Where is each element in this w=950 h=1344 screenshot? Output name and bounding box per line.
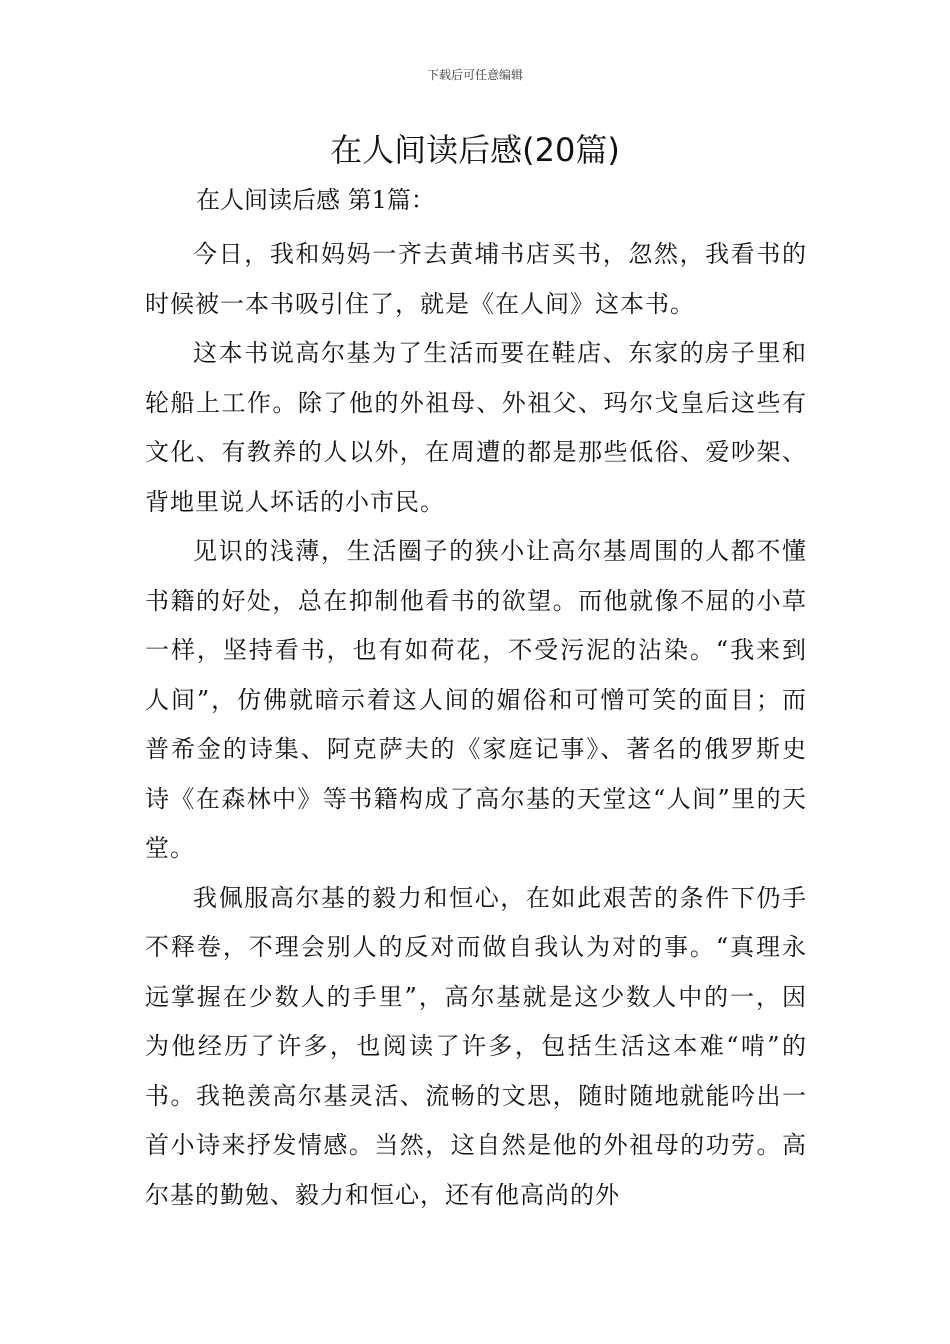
section-heading: 在人间读后感 第1篇：: [196, 186, 435, 214]
paragraph-2: 这本书说高尔基为了生活而要在鞋店、东家的房子里和轮船上工作。除了他的外祖母、外祖父、玛尔戈皇后这些有文化、有教养的人以外，在周遭的都是那些低俗、爱吵架、背地里说人坏话的小市民。: [145, 339, 807, 516]
paragraph-1: 今日，我和妈妈一齐去黄埔书店买书，忽然，我看书的时候被一本书吸引住了，就是《在人间》这本书。: [145, 240, 807, 318]
header-note: 下载后可任意编辑: [426, 68, 523, 82]
paragraph-4: 我佩服高尔基的毅力和恒心，在如此艰苦的条件下仍手不释卷，不理会别人的反对而做自我认为对的事。“真理永远掌握在少数人的手里”，高尔基就是这少数人中的一，因为他经历了许多，也阅读了许多，包括生活这本难“啃”的书。我艳羡高尔基灵活、流畅的文思，随时随地就能吟出一首小诗来抒发情感。当然，这自然是他的外祖母的功劳。高尔基的勤勉、毅力和恒心，还有他高尚的外: [145, 883, 807, 1209]
body-text: [145, 230, 807, 1220]
paragraph-3: 见识的浅薄，生活圈子的狭小让高尔基周围的人都不懂书籍的好处，总在抑制他看书的欲望。而他就像不屈的小草一样，坚持看书，也有如荷花，不受污泥的沾染。“我来到人间”，仿佛就暗示着这人间的媚俗和可憎可笑的面目；而普希金的诗集、阿克萨夫的《家庭记事》、著名的俄罗斯史诗《在森林中》等书籍构成了高尔基的天堂这“人间”里的天堂。: [145, 537, 807, 862]
document-title: 在人间读后感(20篇): [330, 131, 620, 169]
